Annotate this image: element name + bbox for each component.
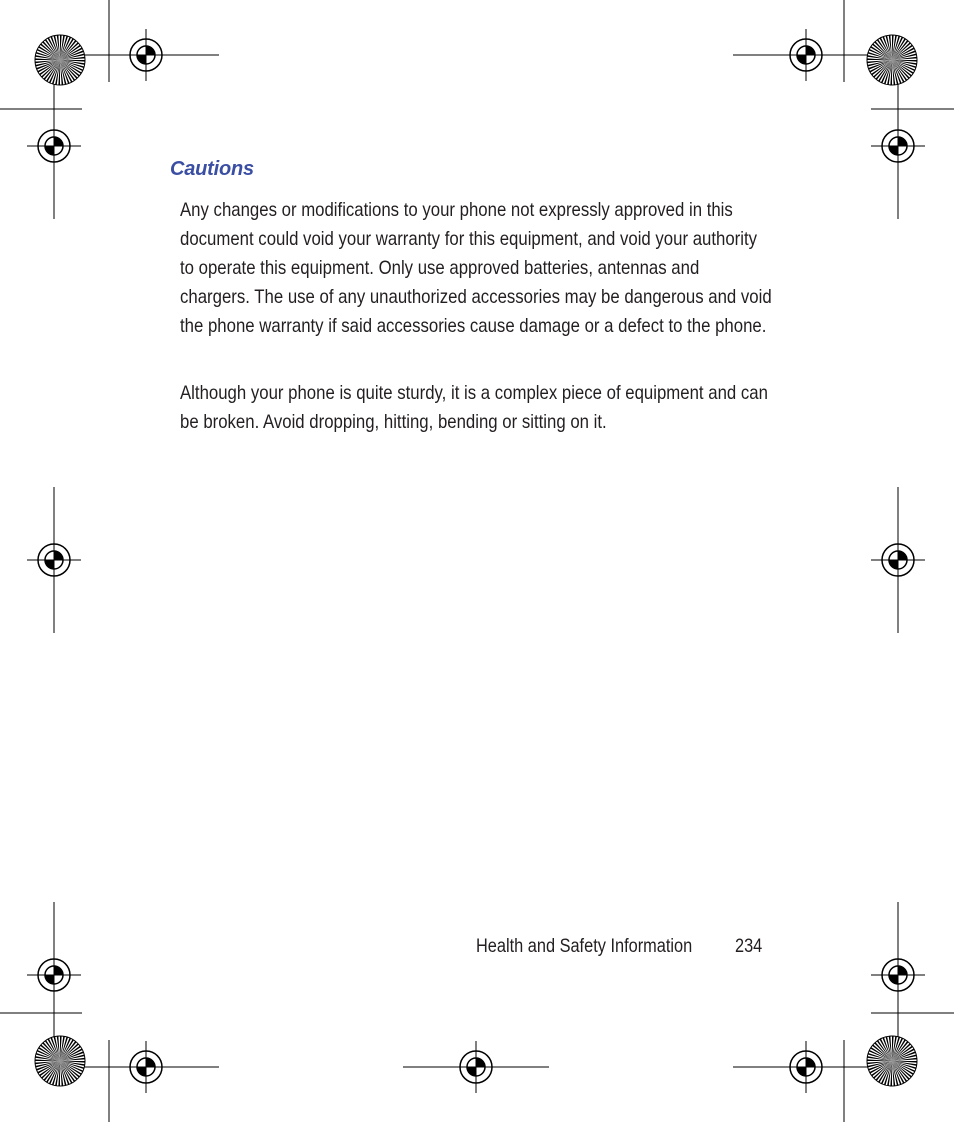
footer-title: Health and Safety Information: [476, 936, 693, 957]
paragraph-warranty: Any changes or modifications to your phone not expressly approved in this document could void your warranty for this equipment, and void your authority to operate this equipment. Only use approved batteries, antennas and chargers. The use of any unauthorized accessories may be dangerous and void the phone warranty if said accessories cause damage or a defect to the phone.: [180, 199, 772, 337]
page-number: 234: [735, 936, 763, 957]
paragraph-handling: Although your phone is quite sturdy, it is a complex piece of equipment and can be broken. Avoid dropping, hitting, bending or sitting on it.: [180, 382, 768, 433]
section-heading: Cautions: [170, 158, 254, 180]
